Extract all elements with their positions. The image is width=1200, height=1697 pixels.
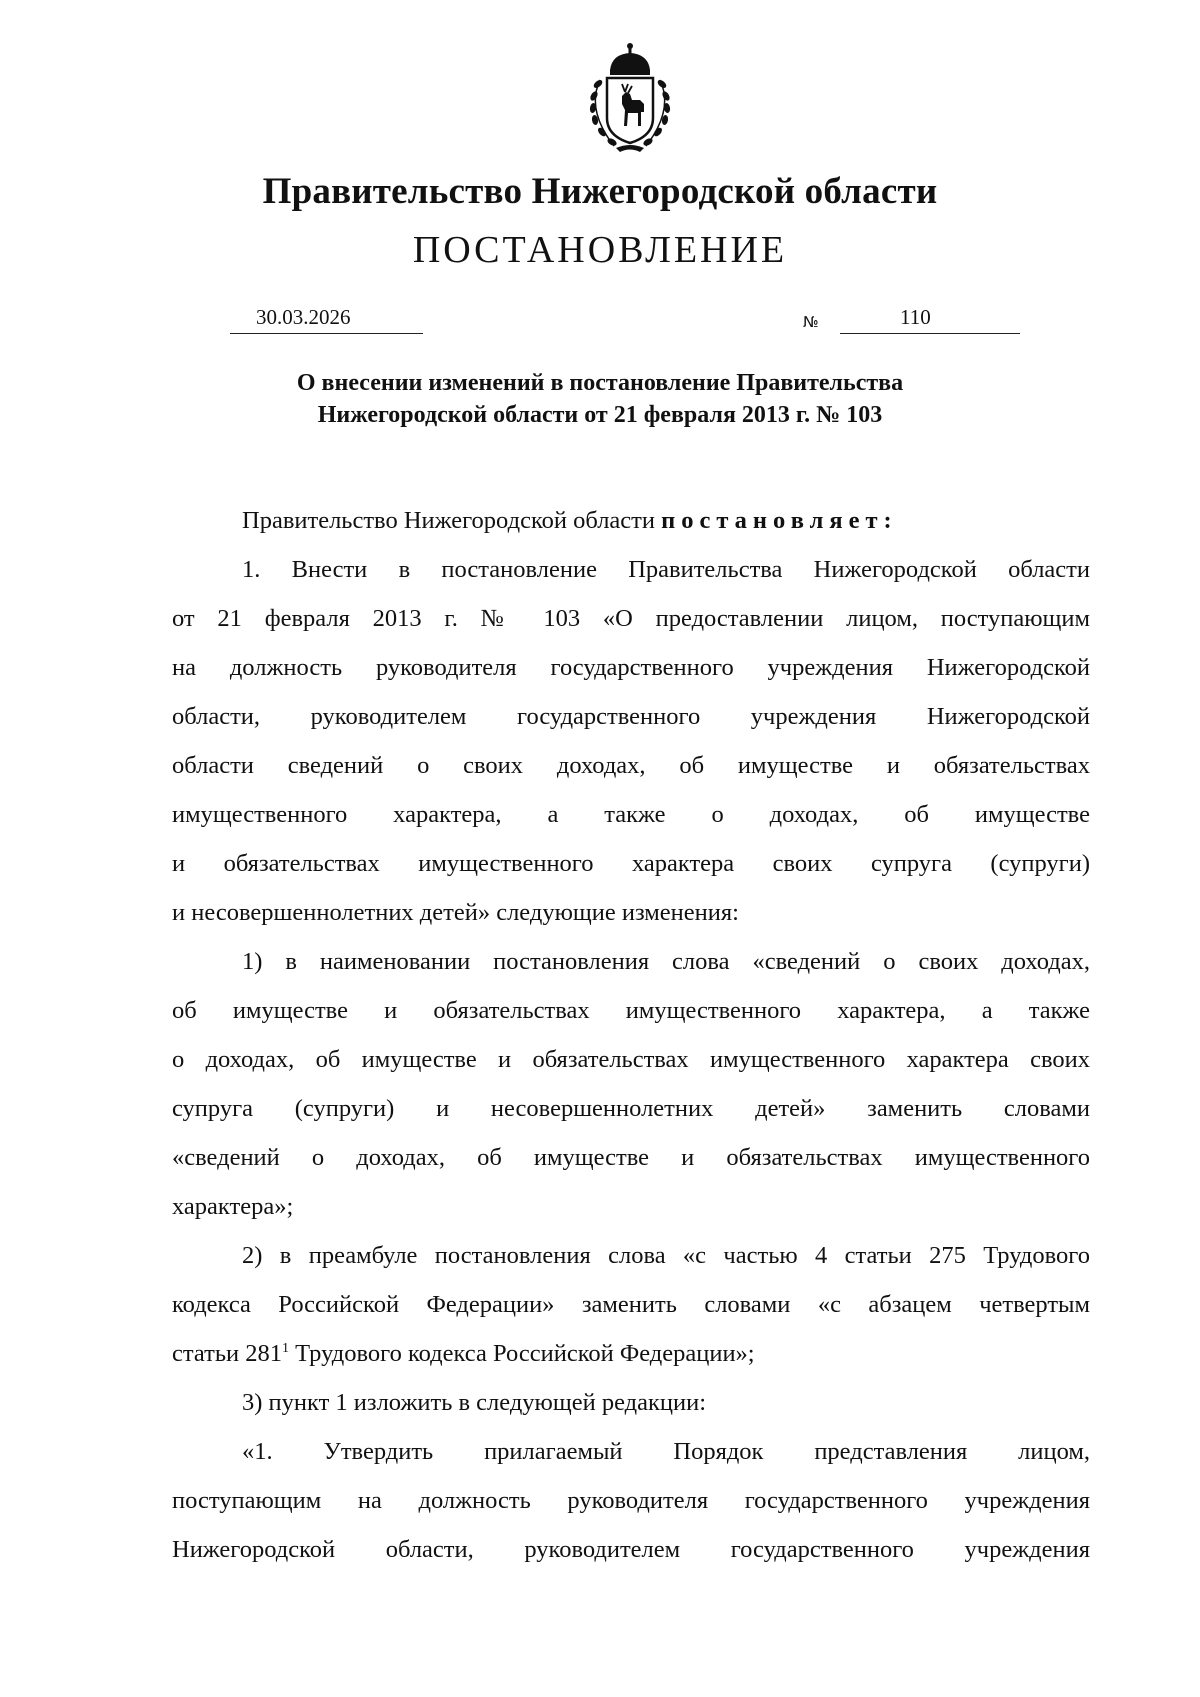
body-line: супруга (супруги) и несовершеннолетних детей» заменить словами xyxy=(172,1095,1090,1122)
body-line: 2) в преамбуле постановления слова «с частью 4 статьи 275 Трудового xyxy=(242,1242,1090,1269)
statya-suffix: Трудового кодекса Российской Федерации»; xyxy=(289,1340,755,1367)
statya-superscript: 1 xyxy=(282,1340,289,1356)
body-line: от 21 февраля 2013 г. № 103 «О предоставлении лицом, поступающим xyxy=(172,605,1090,632)
number-sign-label: № xyxy=(803,313,819,331)
body-line: области, руководителем государственного учреждения Нижегородской xyxy=(172,703,1090,730)
body-line: «сведений о доходах, об имуществе и обязательствах имущественного xyxy=(172,1144,1090,1171)
decree-word: постановляет: xyxy=(661,507,898,534)
body-line: кодекса Российской Федерации» заменить словами «с абзацем четвертым xyxy=(172,1291,1090,1318)
document-type-heading: ПОСТАНОВЛЕНИЕ xyxy=(412,229,788,271)
body-line: об имуществе и обязательствах имущественного характера, а также xyxy=(172,997,1090,1024)
document-number: 110 xyxy=(900,305,931,329)
body-line: «1. Утвердить прилагаемый Порядок представления лицом, xyxy=(242,1438,1090,1465)
body-line: 1) в наименовании постановления слова «сведений о своих доходах, xyxy=(242,948,1090,975)
body-line-statya xyxy=(172,1329,1090,1378)
statya-prefix: статьи 281 xyxy=(172,1340,282,1367)
body-line: 1. Внести в постановление Правительства Нижегородской области xyxy=(242,556,1090,583)
document-date: 30.03.2026 xyxy=(256,305,351,329)
document-subject xyxy=(150,367,1050,431)
body-line: характера»; xyxy=(172,1193,294,1220)
document-number-field xyxy=(840,303,1020,334)
intro-prefix: Правительство Нижегородской области xyxy=(242,507,655,534)
organization-title: Правительство Нижегородской области xyxy=(262,171,938,212)
document-body xyxy=(172,496,1090,1574)
intro-paragraph xyxy=(172,496,1090,545)
body-line: области сведений о своих доходах, об имуществе и обязательствах xyxy=(172,752,1090,779)
coat-of-arms-emblem xyxy=(570,40,690,155)
document-date-field xyxy=(230,303,423,334)
subject-line: Нижегородской области от 21 февраля 2013 г. № 103 xyxy=(317,402,883,428)
body-line: поступающим на должность руководителя государственного учреждения xyxy=(172,1487,1090,1514)
body-line: Нижегородской области, руководителем государственного учреждения xyxy=(172,1536,1090,1563)
body-line: имущественного характера, а также о доходах, об имуществе xyxy=(172,801,1090,828)
body-line: и обязательствах имущественного характера своих супруга (супруги) xyxy=(172,850,1090,877)
body-line: о доходах, об имуществе и обязательствах имущественного характера своих xyxy=(172,1046,1090,1073)
body-line: и несовершеннолетних детей» следующие изменения: xyxy=(172,899,739,926)
subject-line: О внесении изменений в постановление Правительства xyxy=(296,370,904,396)
body-line: 3) пункт 1 изложить в следующей редакции: xyxy=(242,1389,707,1416)
body-line: на должность руководителя государственного учреждения Нижегородской xyxy=(172,654,1090,681)
